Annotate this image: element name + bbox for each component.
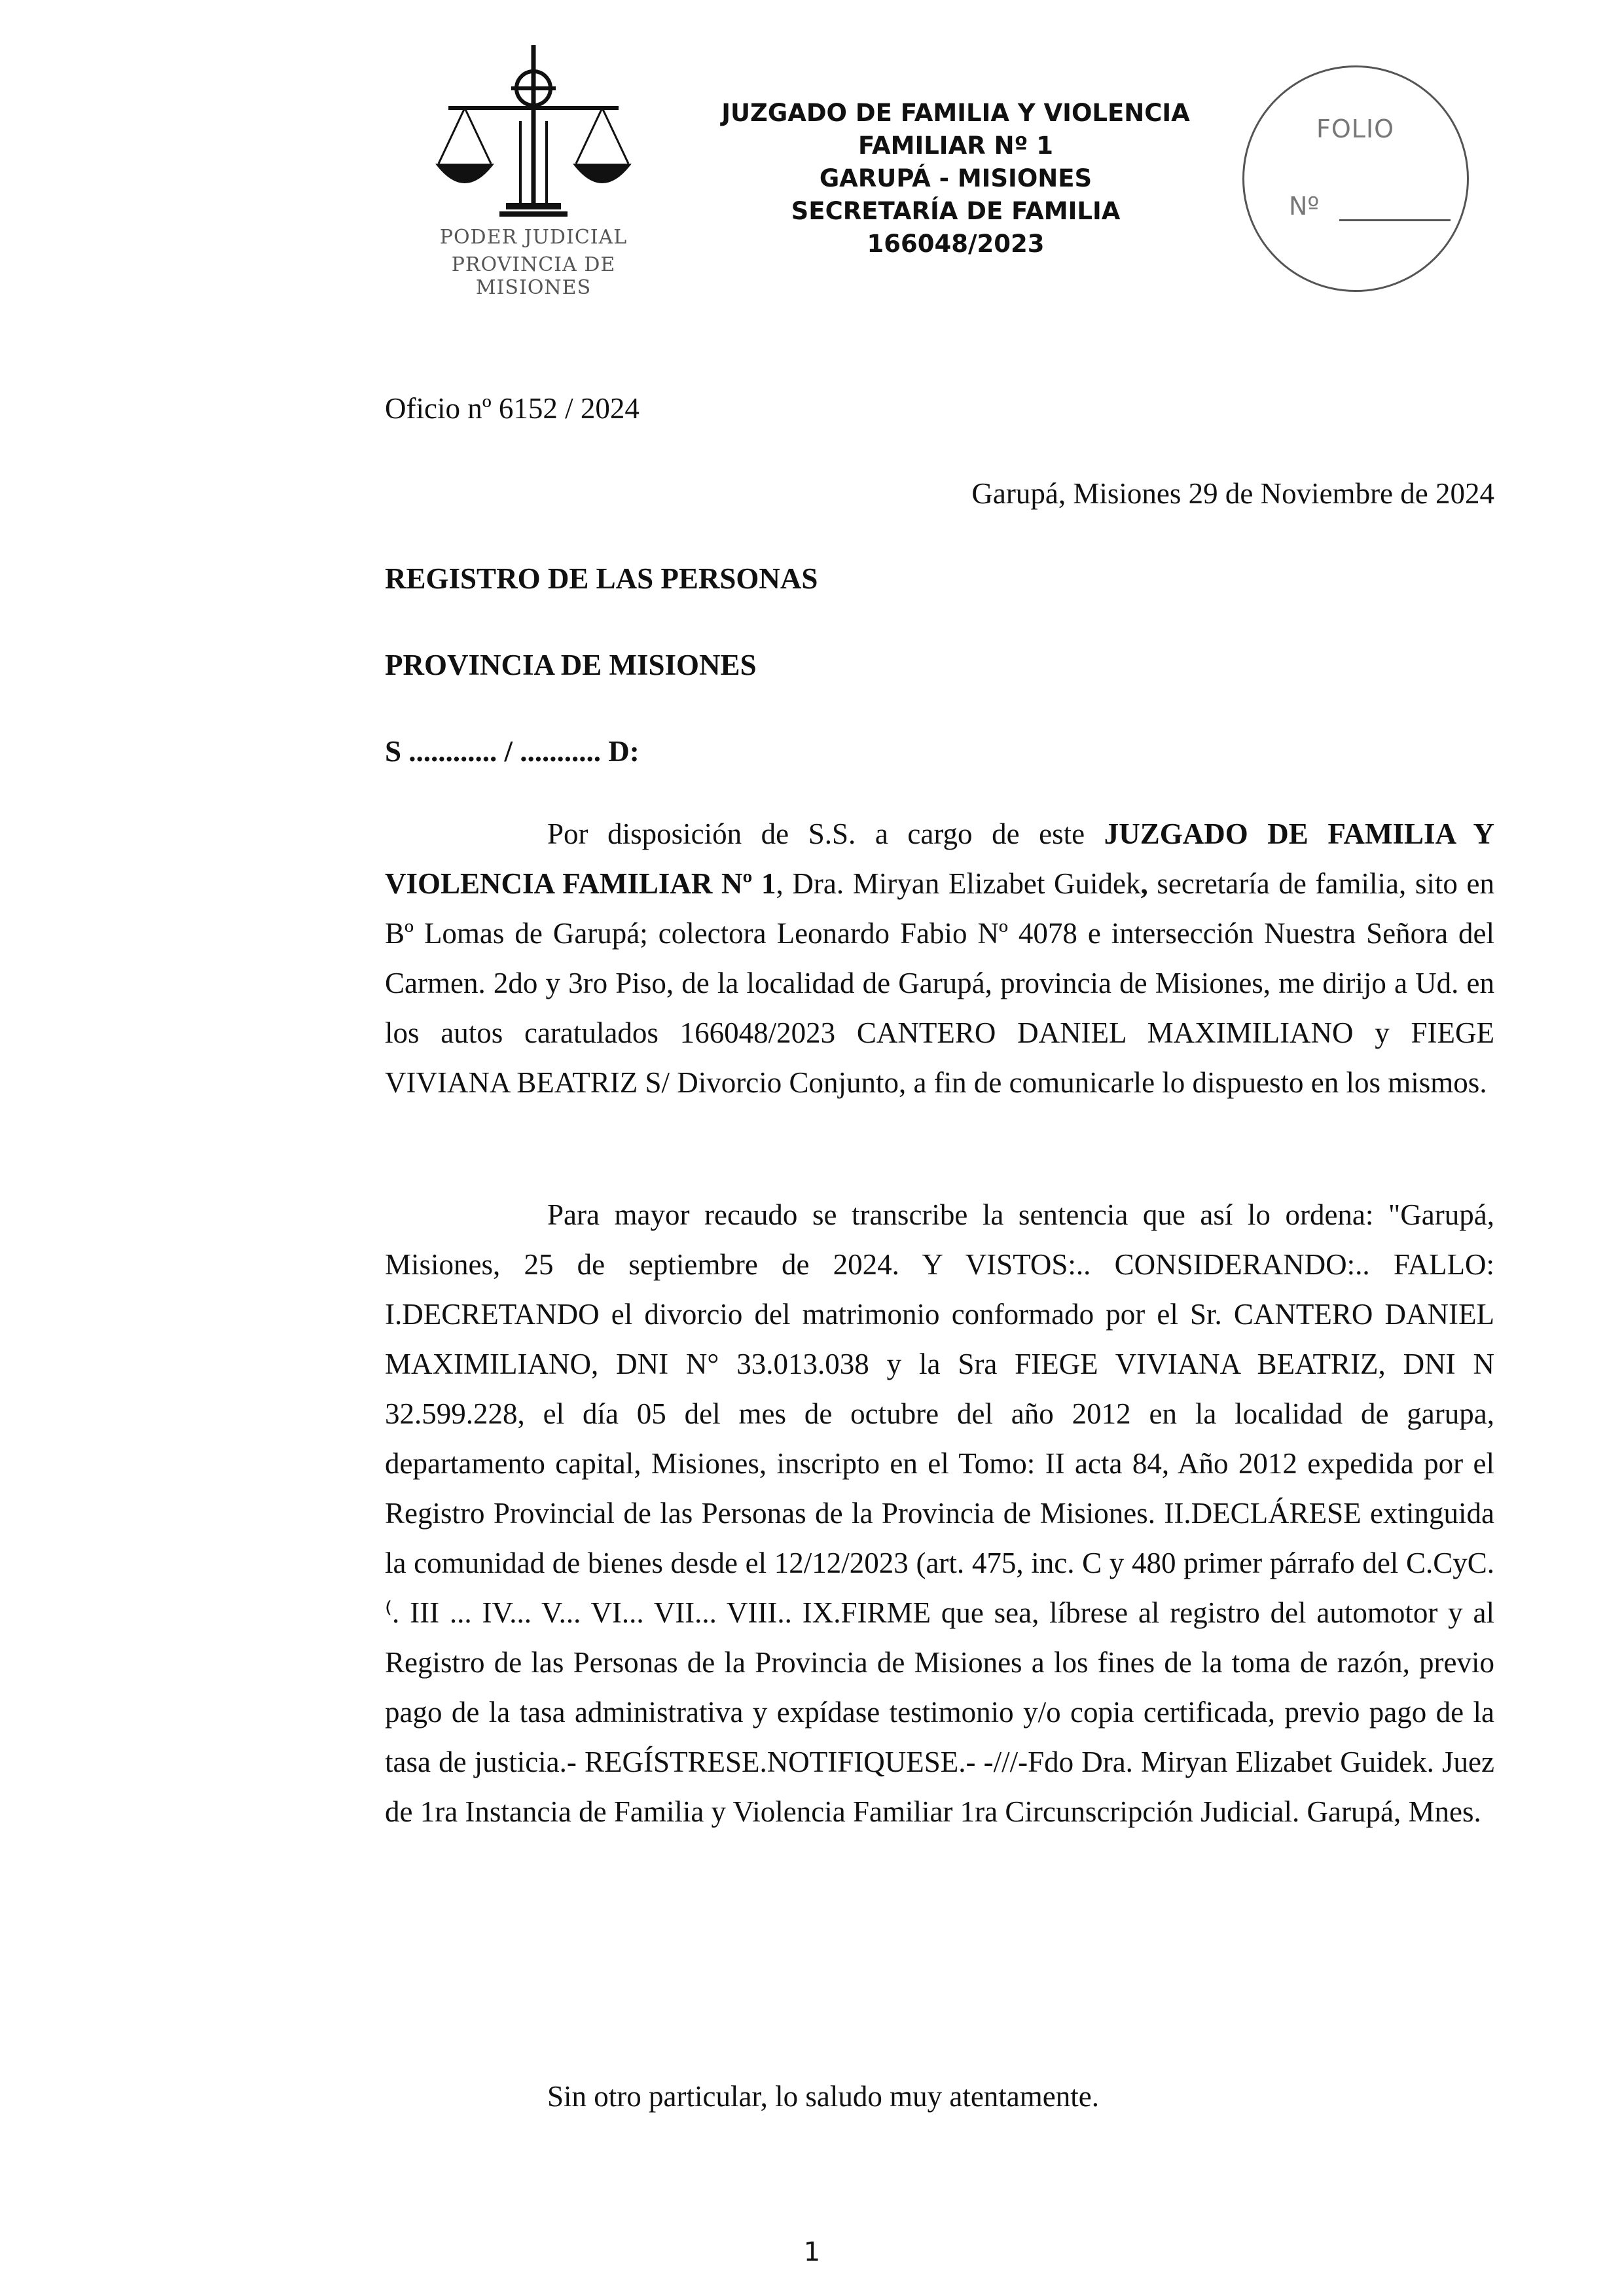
folio-label: FOLIO: [1316, 115, 1395, 143]
p1-intro: Por disposición de S.S. a cargo de este: [547, 817, 1104, 850]
paragraph-disposicion: [385, 809, 1494, 1107]
page-number: 1: [803, 2237, 821, 2267]
oficio-number: Oficio nº 6152 / 2024: [385, 392, 640, 425]
seal-line-2: PROVINCIA DE MISIONES: [451, 253, 616, 299]
court-line-3: GARUPÁ - MISIONES: [819, 164, 1092, 192]
p1-judge: , Dra. Miryan Elizabet Guidek: [776, 867, 1141, 900]
closing-line: Sin otro particular, lo saludo muy atentamente.: [547, 2080, 1099, 2113]
folio-stamp: [1242, 65, 1469, 292]
court-line-1: JUZGADO DE FAMILIA Y VIOLENCIA: [721, 99, 1190, 127]
recipient-line-1: REGISTRO DE LAS PERSONAS: [385, 562, 818, 595]
court-line-2: FAMILIAR Nº 1: [857, 132, 1054, 160]
folio-number-blank: [1339, 219, 1451, 221]
case-number: 166048/2023: [867, 230, 1045, 258]
paragraph-sentencia: Para mayor recaudo se transcribe la sentencia que así lo ordena: "Garupá, Misiones, 25 de septiembre de 2024. Y VISTOS:.. CONSIDERANDO:.. FALLO: I.DECRETANDO el divorcio del matrimonio conformado por el Sr. CANTERO DANIEL MAXIMILIANO, DNI N° 33.013.038 y la Sra FIEGE VIVIANA BEATRIZ, DNI N 32.599.228, el día 05 del mes de octubre del año 2012 en la localidad de garupa, departamento capital, Misiones, inscripto en el Tomo: II acta 84, Año 2012 expedida por el Registro Provincial de las Personas de la Provincia de Misiones. II.DECLÁRESE extinguida la comunidad de bienes desde el 12/12/2023 (art. 475, inc. C y 480 primer párrafo del C.CyC. ⁽. III ... IV... V... VI... VII... VIII.. IX.FIRME que sea, líbrese al registro del automotor y al Registro de las Personas de la Provincia de Misiones a los fines de la toma de razón, previo pago de la tasa administrativa y expídase testimonio y/o copia certificada, previo pago de la tasa de justicia.- REGÍSTRESE.NOTIFIQUESE.- -///-Fdo Dra. Miryan Elizabet Guidek. Juez de 1ra Instancia de Familia y Violencia Familiar 1ra Circunscripción Judicial. Garupá, Mnes.: [385, 1198, 1494, 1828]
court-line-4: SECRETARÍA DE FAMILIA: [791, 197, 1121, 225]
p1-court-name: JUZGADO DE FAMILIA Y VIOLENCIA FAMILIAR Nº 1: [385, 817, 1494, 900]
folio-number-label: Nº: [1289, 192, 1320, 221]
seal-line-1: PODER JUDICIAL: [439, 226, 628, 249]
judicial-seal-logo: [403, 43, 664, 299]
p1-rest: secretaría de familia, sito en Bº Lomas de Garupá; colectora Leonardo Fabio Nº 4078 e intersección Nuestra Señora del Carmen. 2do y 3ro Piso, de la localidad de Garupá, provincia de Misiones, me dirijo a Ud. en los autos caratulados 166048/2023 CANTERO DANIEL MAXIMILIANO y FIEGE VIVIANA BEATRIZ S/ Divorcio Conjunto, a fin de comunicarle lo dispuesto en los mismos.: [385, 867, 1494, 1099]
scales-of-justice-icon: [429, 43, 638, 239]
p1-comma: ,: [1140, 867, 1148, 900]
letter-date: Garupá, Misiones 29 de Noviembre de 2024: [971, 477, 1494, 510]
court-heading: [694, 97, 1218, 260]
recipient-salutation: S ............ / ........... D:: [385, 735, 640, 768]
recipient-line-2: PROVINCIA DE MISIONES: [385, 649, 757, 681]
